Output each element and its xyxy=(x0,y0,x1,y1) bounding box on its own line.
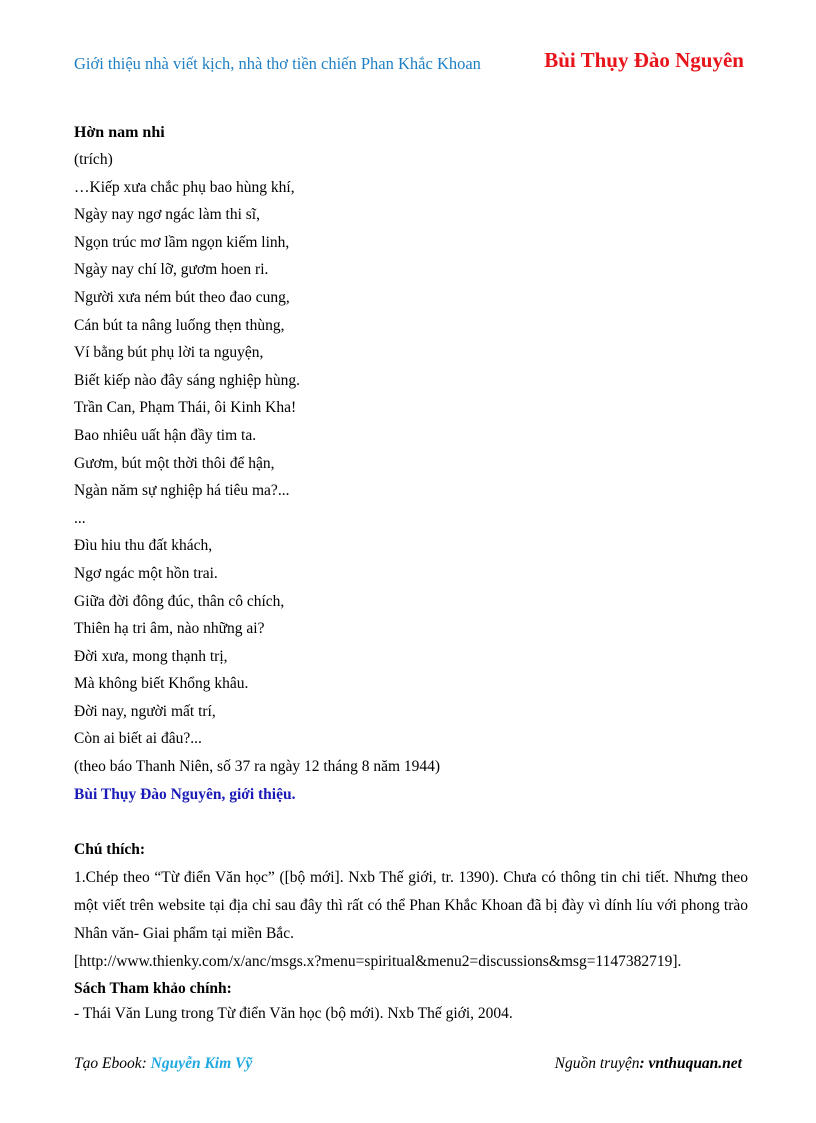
note-url: [http://www.thienky.com/x/anc/msgs.x?menu=spiritual&menu2=discussions&msg=1147382719]. xyxy=(74,953,682,970)
source-site: vnthuquan.net xyxy=(648,1055,742,1072)
poem-line: Đời nay, người mất trí, xyxy=(74,702,216,720)
header-author: Bùi Thụy Đào Nguyên xyxy=(544,48,744,72)
poem-line: Ngọn trúc mơ lầm ngọn kiếm linh, xyxy=(74,233,290,251)
poem-line: Biết kiếp nào đây sáng nghiệp hùng. xyxy=(74,371,300,389)
poem-line: Ví bằng bút phụ lời ta nguyện, xyxy=(74,344,264,362)
poem-line: Ngơ ngác một hồn trai. xyxy=(74,564,218,582)
poem-source: (theo báo Thanh Niên, số 37 ra ngày 12 tháng 8 năm 1944) xyxy=(74,758,441,776)
poem-line: Đìu hiu thu đất khách, xyxy=(74,537,213,555)
source-colon: : xyxy=(639,1055,649,1072)
page-footer xyxy=(74,1055,742,1079)
ebook-colon: : xyxy=(141,1055,151,1072)
poem-line: Ngày nay chí lỡ, gươm hoen ri. xyxy=(74,261,269,279)
poem-line: (trích) xyxy=(74,151,113,168)
poem-line: Cán bút ta nâng luống thẹn thùng, xyxy=(74,316,285,334)
poem-line: ... xyxy=(74,509,86,527)
poem-line: Đời xưa, mong thạnh trị, xyxy=(74,647,228,665)
poem-line: Còn ai biết ai đâu?... xyxy=(74,730,202,748)
poem-line: Giữa đời đông đúc, thân cô chích, xyxy=(74,592,285,610)
source-credit xyxy=(555,1055,742,1073)
header-title: Giới thiệu nhà viết kịch, nhà thơ tiền chiến Phan Khắc Khoan xyxy=(74,54,481,73)
poem-line: Ngàn năm sự nghiệp há tiêu ma?... xyxy=(74,482,290,500)
reference-item: - Thái Văn Lung trong Từ điển Văn học (bộ mới). Nxb Thế giới, 2004. xyxy=(74,1005,513,1022)
references-list xyxy=(74,1005,513,1023)
notes-body xyxy=(74,864,748,976)
poem-line: Ngày nay ngơ ngác làm thi sĩ, xyxy=(74,206,260,224)
poem-title: Hờn nam nhi xyxy=(74,124,165,141)
poem-line: Bao nhiêu uất hận đầy tim ta. xyxy=(74,426,257,444)
poem-attribution: Bùi Thụy Đào Nguyên, giới thiệu. xyxy=(74,786,296,803)
notes-heading: Chú thích: xyxy=(74,841,146,858)
poem-line: Gươm, bút một thời thôi để hận, xyxy=(74,454,275,472)
note-text: 1.Chép theo “Từ điển Văn học” ([bộ mới]. Nxb Thế giới, tr. 1390). Chưa có thông tin chi tiết. Nhưng theo một viết trên website tại địa chỉ sau đây thì rất có thể Phan Khắc Khoan đã bị đày vì dính líu với phong trào Nhân văn- Giai phẩm tại miền Bắc. xyxy=(74,869,748,942)
poem-line: Người xưa ném bút theo đao cung, xyxy=(74,288,290,306)
poem-line: …Kiếp xưa chắc phụ bao hùng khí, xyxy=(74,178,295,196)
page-header xyxy=(74,48,744,76)
poem-body xyxy=(74,146,754,781)
ebook-creator-name: Nguyễn Kim Vỹ xyxy=(150,1055,253,1072)
references-heading: Sách Tham khảo chính: xyxy=(74,980,232,997)
source-label: Nguồn truyện xyxy=(554,1055,640,1072)
poem-line: Mà không biết Khổng khâu. xyxy=(74,675,249,693)
poem-line: Trần Can, Phạm Thái, ôi Kinh Kha! xyxy=(74,399,297,417)
poem-line: Thiên hạ tri âm, nào những ai? xyxy=(74,620,265,638)
ebook-credit xyxy=(74,1055,252,1073)
ebook-label: Tạo Ebook xyxy=(74,1055,142,1072)
